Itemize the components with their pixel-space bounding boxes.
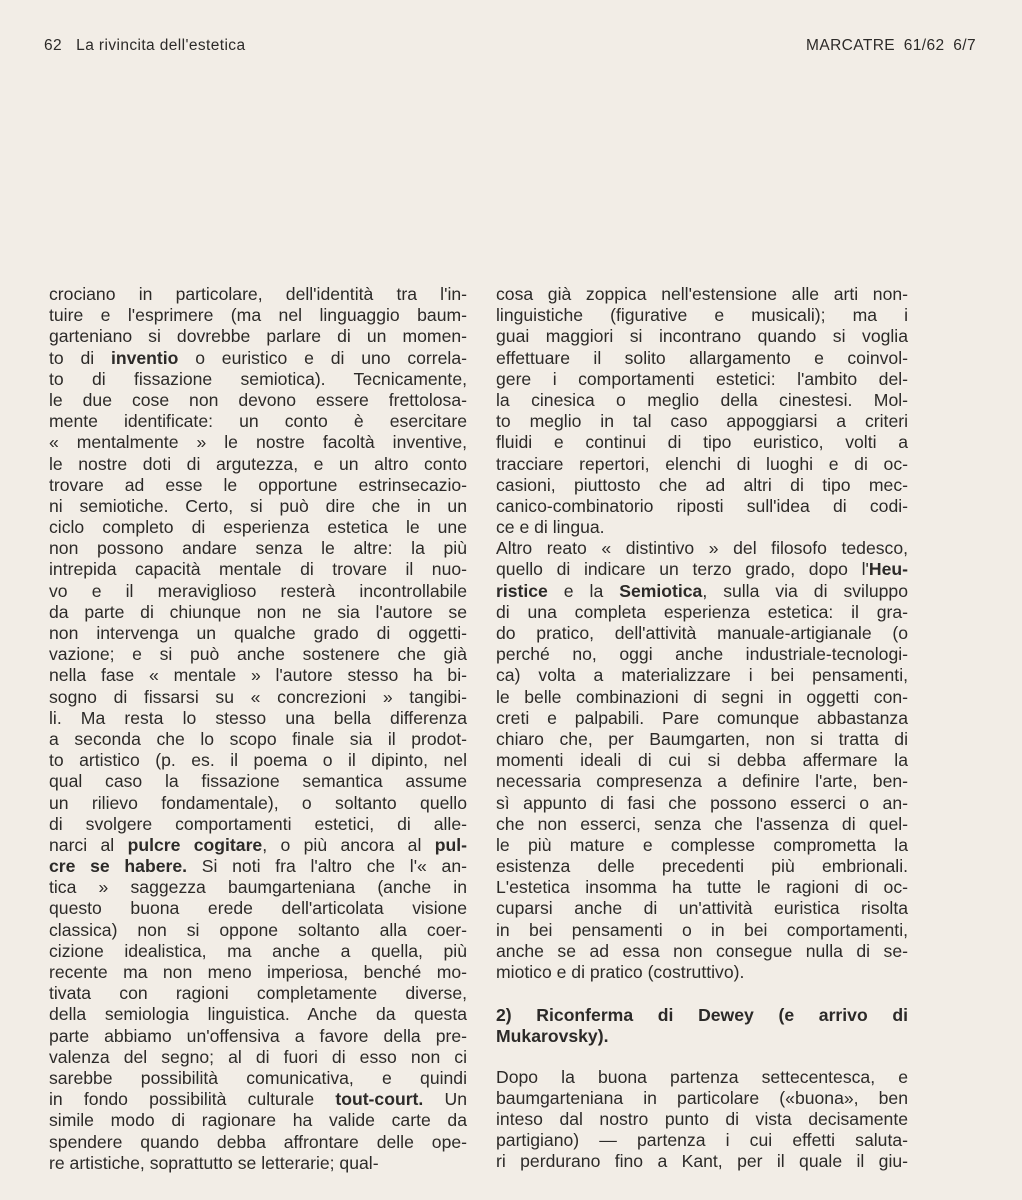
text-line [49,348,467,369]
text-line [49,1026,467,1047]
text-segment: in fondo possibilità culturale [49,1089,336,1110]
text-line [49,1068,467,1089]
bold-text: inventio [110,347,179,368]
text-line [49,454,467,475]
text-segment: ri perdurano fino a Kant, per il quale il giu- [496,1151,908,1172]
text-segment: sarebbe possibilità comunicativa, e quindi [49,1067,467,1088]
text-segment: anche se ad essa non consegue nulla di se- [496,940,908,961]
text-line [496,432,908,453]
text-line [496,496,908,517]
text-line [496,1109,908,1130]
text-segment: della semiologia linguistica. Anche da questa [49,1004,467,1025]
text-segment: le più mature e complesse comprometta la [496,834,908,855]
text-line [496,771,908,792]
text-segment: necessaria compresenza a definire l'arte, ben- [496,771,908,792]
text-line [496,581,908,602]
text-line [49,983,467,1004]
text-segment: Si noti fra l'altro che l'« an- [187,856,467,877]
text-segment: un rilievo fondamentale), o soltanto quello [49,792,467,813]
bold-text: 2) Riconferma di Dewey (e arrivo di [496,1005,908,1026]
text-segment: li. Ma resta lo stesso una bella differenza [49,707,467,728]
text-line [496,898,908,919]
text-segment: L'estetica insomma ha tutte le ragioni di oc- [496,877,908,898]
text-line [496,920,908,941]
page-number: 62 [44,37,63,54]
text-line [49,687,467,708]
text-line [496,348,908,369]
text-segment: canico-combinatorio riposti sull'idea di codi- [496,495,908,516]
paragraph [496,1067,908,1173]
text-segment: garteniano si dovrebbe parlare di un momen- [49,326,467,347]
text-line [49,369,467,390]
text-line [49,623,467,644]
text-segment: re artistiche, soprattutto se letterarie; qual- [49,1152,379,1173]
text-segment: recente ma non meno imperiosa, benché mo- [49,962,467,982]
text-segment: questo buona erede dell'articolata visione [49,898,467,919]
text-line [49,793,467,814]
text-line [496,708,908,729]
text-line [49,581,467,602]
header-left [44,37,245,55]
text-line [496,517,908,538]
text-line [49,1153,467,1174]
text-segment: non possono andare senza le altre: la più [49,538,467,559]
text-segment: trovare ad esse le opportune estrinsecazio- [49,474,467,495]
running-title: La rivincita dell'estetica [76,37,246,54]
text-line [496,1026,908,1047]
text-line [496,369,908,390]
text-line [49,390,467,411]
text-line [496,1151,908,1172]
text-segment: do pratico, dell'attività manuale-artigianale (o [496,623,908,643]
text-segment: ca) volta a materializzare i bei pensamenti, [496,665,908,686]
text-line [49,305,467,326]
text-segment: intrepida capacità mentale di trovare il nuo- [49,559,467,580]
text-segment: esistenza delle precedenti più embrionali. [496,856,908,877]
text-line [49,771,467,792]
text-segment: guai maggiori si incontrano quando si voglia [496,326,908,347]
text-segment: di una completa esperienza estetica: il gra- [496,601,908,622]
heading-gap [496,1048,908,1067]
text-line [49,602,467,623]
text-line [496,729,908,750]
text-segment: parte abbiamo un'offensiva a favore della pre- [49,1025,467,1046]
paragraph [496,284,908,538]
text-line [496,665,908,686]
text-segment: cosa già zoppica nell'estensione alle arti non- [496,284,908,304]
text-line [49,284,467,305]
text-segment: sì appunto di fasi che possono esserci o an- [496,792,908,813]
text-segment: a seconda che lo scopo finale sia il prodot- [49,728,467,749]
text-line [49,517,467,538]
text-segment: ni semiotiche. Certo, si può dire che in un [49,495,467,516]
text-line [49,496,467,517]
text-line [49,665,467,686]
text-segment: to di fissazione semiotica). Tecnicamente, [49,368,467,389]
text-segment: effettuare il solito allargamento e coinvol- [496,347,908,368]
journal-issue: MARCATRE 61/62 6/7 [806,37,976,54]
text-line [496,305,908,326]
text-segment: to artistico (p. es. il poema o il dipinto, nel [49,750,467,771]
text-line [49,475,467,496]
text-segment: qual caso la fissazione semantica assume [49,771,467,792]
text-segment: da parte di chiunque non ne sia l'autore se [49,601,467,622]
text-line [496,856,908,877]
text-line [49,877,467,898]
text-segment: tracciare repertori, elenchi di luoghi e di oc- [496,453,908,474]
text-line [496,602,908,623]
text-segment: Dopo la buona partenza settecentesca, e [496,1066,908,1087]
text-segment: narci al [49,834,128,855]
paragraph [49,284,467,1174]
text-line [49,432,467,453]
text-line [496,475,908,496]
text-segment: valenza del segno; al di fuori di esso non ci [49,1046,467,1067]
text-segment: di svolgere comportamenti estetici, di alle- [49,813,467,834]
text-segment: cuparsi anche di un'attività euristica risolta [496,898,908,919]
text-line [496,644,908,665]
bold-text: pulcre cogitare [127,834,263,855]
text-line [49,538,467,559]
text-line [496,877,908,898]
text-segment: tivata con ragioni completamente diverse, [49,983,467,1004]
text-line [49,962,467,983]
text-line [496,941,908,962]
text-line [496,793,908,814]
text-segment: chiaro che, per Baumgarten, non si tratta di [496,728,908,749]
text-segment: creti e palpabili. Pare comunque abbastanza [496,707,908,728]
text-segment: Un [423,1089,468,1110]
text-line [49,920,467,941]
text-line [49,941,467,962]
bold-text: tout-court. [335,1089,424,1110]
bold-text: ristice [496,580,548,601]
text-line [496,454,908,475]
bold-text: Heu- [868,559,908,580]
text-segment: ciclo completo di esperienza estetica le une [49,517,467,538]
text-segment: simile modo di ragionare ha valide carte da [49,1110,467,1131]
text-segment: vazione; e si può anche sostenere che già [49,644,467,665]
text-line [49,835,467,856]
text-line [496,411,908,432]
text-segment: Altro reato « distintivo » del filosofo tedesco, [496,538,908,559]
text-segment: sogno di fissarsi su « concrezioni » tangibi- [49,686,467,707]
text-line [49,1132,467,1153]
text-segment: linguistiche (figurative e musicali); ma i [496,305,908,326]
text-segment: perché no, oggi anche industriale-tecnologi- [496,644,908,665]
text-line [496,284,908,305]
text-segment: inteso dal nostro punto di vista decisamente [496,1108,908,1129]
text-line [496,1088,908,1109]
section-heading [496,1005,908,1047]
text-segment: to di [49,347,111,368]
text-line [49,1089,467,1110]
right-column [496,284,908,1173]
text-segment: e la [547,580,620,601]
text-segment: , sulla via di sviluppo [702,580,908,601]
text-line [496,326,908,347]
text-segment: o euristico e di uno correla- [178,347,467,368]
text-segment: momenti ideali di cui si debba affermare la [496,750,908,771]
text-segment: , o più ancora al [262,834,435,855]
text-line [496,687,908,708]
text-line [49,559,467,580]
text-segment: casioni, piuttosto che ad altri di tipo mec- [496,474,908,495]
text-line [49,750,467,771]
text-segment: la cinesica o meglio della cinestesi. Mol- [496,389,908,410]
text-segment: vo e il meraviglioso resterà incontrollabile [49,580,467,601]
text-line [49,729,467,750]
left-column [49,284,467,1174]
text-line [49,898,467,919]
text-line [49,1004,467,1025]
text-segment: classica) non si oppone soltanto alla coer- [49,919,467,940]
text-segment: le nostre doti di argutezza, e un altro conto [49,453,467,474]
text-segment: to meglio in tal caso appoggiarsi a criteri [496,411,908,432]
text-segment: fluidi e continui di tipo euristico, volti a [496,432,908,453]
text-segment: non intervenga un qualche grado di oggetti- [49,623,467,643]
text-segment: partigiano) — partenza i cui effetti saluta- [496,1130,908,1151]
text-line [496,962,908,983]
bold-text: Semiotica [619,580,703,601]
text-line [496,559,908,580]
text-line [49,814,467,835]
text-line [496,750,908,771]
text-line [49,1047,467,1068]
text-segment: mente identificate: un conto è esercitare [49,411,467,432]
text-line [49,411,467,432]
text-line [496,623,908,644]
text-line [49,1110,467,1131]
text-segment: spendere quando debba affrontare delle ope- [49,1131,467,1152]
text-segment: gere i comportamenti estetici: l'ambito del- [496,368,908,389]
text-segment: le due cose non devono essere frettolosa- [49,389,467,410]
text-segment: tuire e l'esprimere (ma nel linguaggio baum- [49,305,467,326]
text-line [496,1067,908,1088]
text-segment: nella fase « mentale » l'autore stesso ha bi- [49,665,467,686]
bold-text: cre se habere. [49,856,188,877]
text-line [496,538,908,559]
bold-text: pul- [434,834,467,855]
paragraph [496,538,908,983]
text-segment: cizione idealistica, ma anche a quella, più [49,940,467,961]
text-line [49,326,467,347]
text-line [496,1005,908,1026]
text-line [496,1130,908,1151]
text-line [496,814,908,835]
page-header [44,37,976,63]
text-line [49,708,467,729]
text-line [49,856,467,877]
bold-text: Mukarovsky). [496,1026,609,1047]
text-segment: « mentalmente » le nostre facoltà inventive, [49,432,467,453]
text-line [496,390,908,411]
text-segment: le belle combinazioni di segni in oggetti con- [496,686,908,707]
text-line [496,835,908,856]
text-segment: in bei pensamenti o in bei comportamenti, [496,919,908,940]
text-segment: che non esserci, senza che l'assenza di quel- [496,813,908,834]
text-segment: quello di indicare un terzo grado, dopo l' [496,559,869,580]
text-segment: miotico e di pratico (costruttivo). [496,962,745,982]
text-segment: baumgarteniana in particolare («buona», ben [496,1087,908,1108]
text-segment: crociano in particolare, dell'identità tra l'in- [49,284,467,304]
text-segment: ce e di lingua. [496,517,605,538]
text-line [49,644,467,665]
text-segment: tica » saggezza baumgarteniana (anche in [49,877,467,898]
